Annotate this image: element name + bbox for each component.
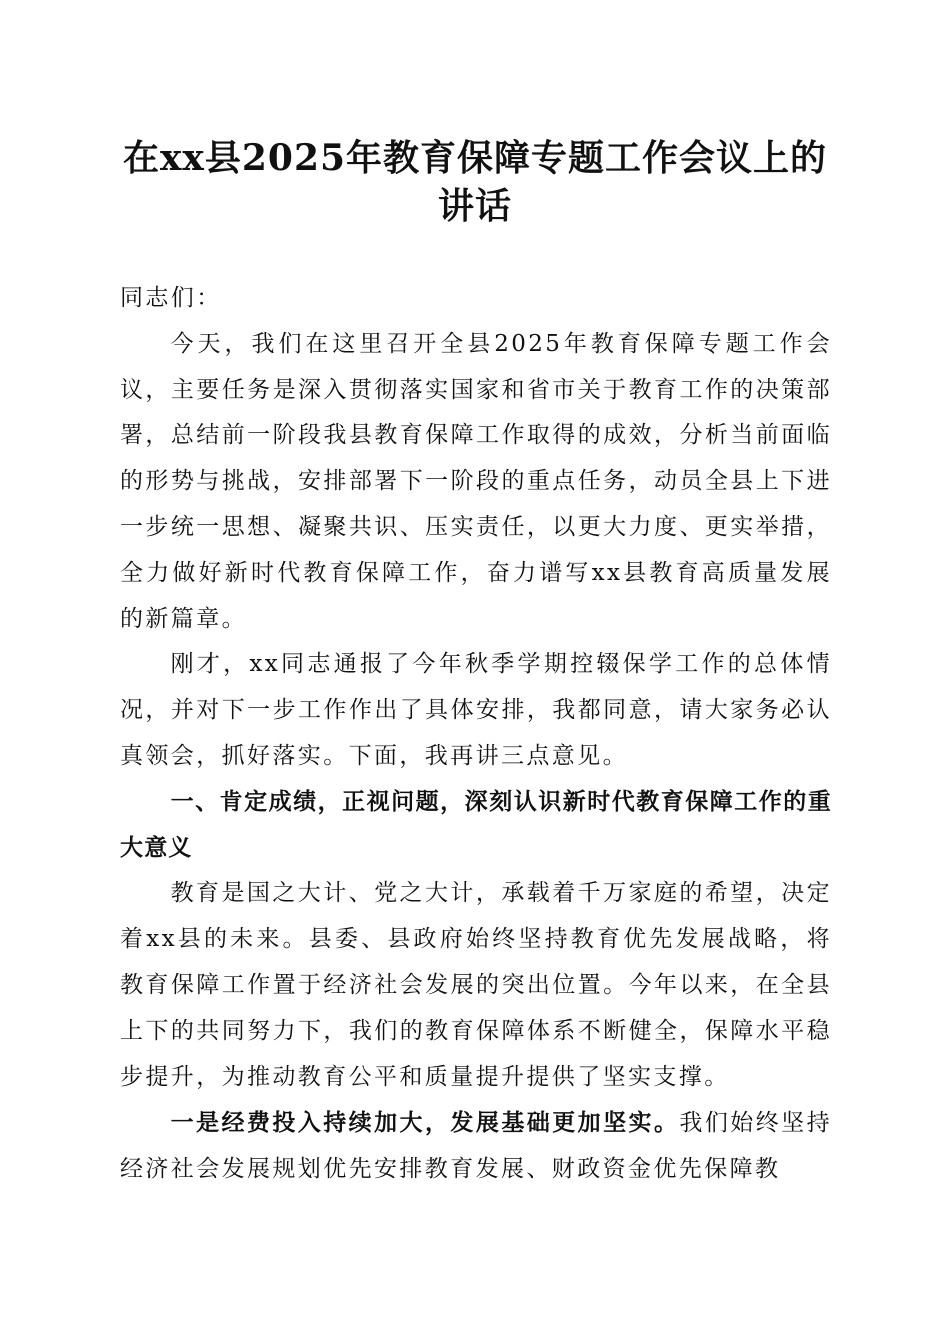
point-one-lead: 一是经费投入持续加大，发展基础更加坚实。	[170, 1109, 680, 1137]
salutation: 同志们：	[120, 285, 222, 311]
paragraph-remarks: 刚才，xx同志通报了今年秋季学期控辍保学工作的总体情况，并对下一步工作作出了具体安排，我都同意，请大家务必认真领会，抓好落实。下面，我再讲三点意见。	[120, 651, 832, 769]
point-one-text: 我们始终坚持经济社会发展规划优先安排教育发展、财政资金优先保障教	[120, 1110, 833, 1183]
document-body	[120, 276, 832, 1193]
paragraph-section-intro: 教育是国之大计、党之大计，承载着千万家庭的希望，决定着xx县的未来。县委、县政府始终坚持教育优先发展战略，将教育保障工作置于经济社会发展的突出位置。今年以来，在全县上下的共同努力下，我们的教育保障体系不断健全，保障水平稳步提升，为推动教育公平和质量提升提供了坚实支撑。	[120, 880, 832, 1090]
paragraph-opening: 今天，我们在这里召开全县2025年教育保障专题工作会议，主要任务是深入贯彻落实国家和省市关于教育工作的决策部署，总结前一阶段我县教育保障工作取得的成效，分析当前面临的形势与挑战，安排部署下一阶段的重点任务，动员全县上下进一步统一思想、凝聚共识、压实责任，以更大力度、更实举措，全力做好新时代教育保障工作，奋力谱写xx县教育高质量发展的新篇章。	[120, 330, 832, 632]
paragraph-point-one	[120, 1100, 832, 1193]
document-title: 在xx县2025年教育保障专题工作会议上的讲话	[122, 137, 828, 227]
section-heading: 一、肯定成绩，正视问题，深刻认识新时代教育保障工作的重大意义	[120, 788, 832, 861]
